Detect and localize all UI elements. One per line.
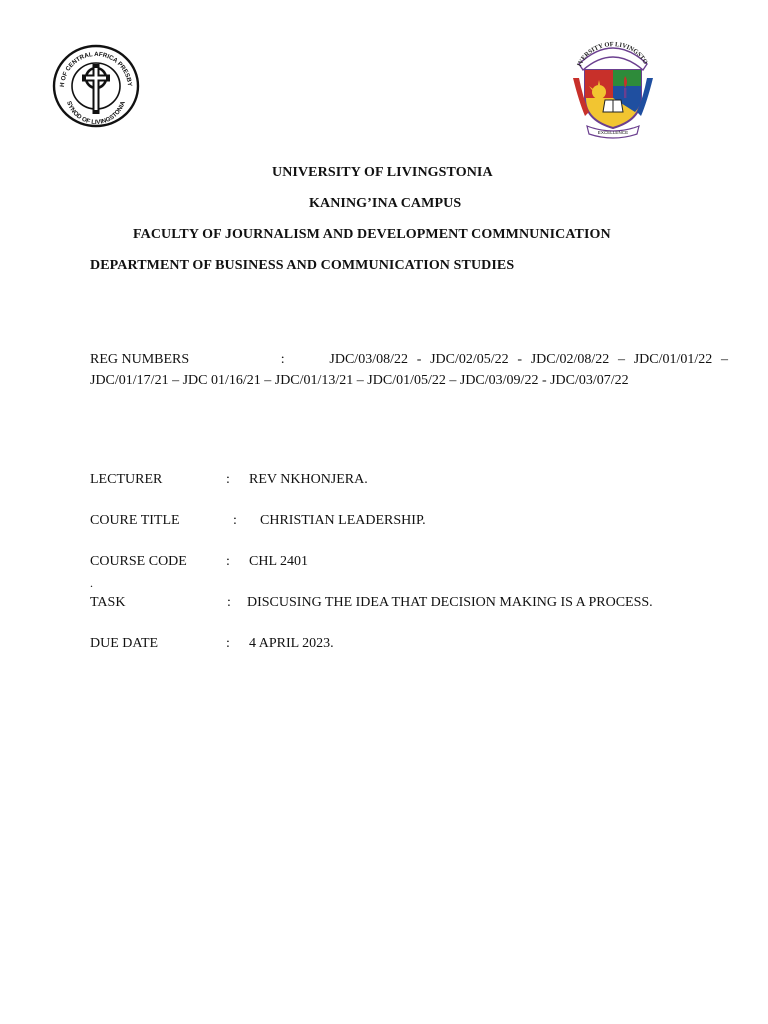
reg-number: JDC/02/05/22 [430,352,509,367]
reg-separator: - [416,352,422,367]
task-value: DISCUSING THE IDEA THAT DECISION MAKING IS A PROCESS. [247,595,653,610]
lecturer-value: REV NKHONJERA. [249,472,368,487]
stray-mark: . [90,576,93,590]
crest-top-text: IVERSITY OF LIVINGSTO [576,41,649,68]
university-crest-logo [565,36,661,140]
reg-number: JDC/02/08/22 [530,352,610,367]
course-title-colon: : [233,513,237,528]
church-seal-icon [52,44,140,128]
due-date-value: 4 APRIL 2023. [249,636,334,651]
reg-numbers-label: REG NUMBERS [90,352,190,367]
task-label: TASK [90,595,126,610]
reg-numbers-colon: : [280,352,285,367]
reg-separator: – [618,352,625,367]
reg-separator: – [720,352,728,367]
due-date-colon: : [226,636,230,651]
course-title-label: COURE TITLE [90,513,180,528]
university-crest-icon [565,36,661,140]
reg-separator: - [517,352,523,367]
seal-bottom-text: SYNOD OF LIVINGSTONIA [65,100,127,127]
reg-number: JDC/03/08/22 [329,352,408,367]
department-name: DEPARTMENT OF BUSINESS AND COMMUNICATION STUDIES [90,258,515,273]
seal-top-text: H OF CENTRAL AFRICA PRESBY [58,50,133,88]
course-title-value: CHRISTIAN LEADERSHIP. [260,513,426,528]
course-code-value: CHL 2401 [249,554,308,569]
crest-motto-text: EXCELLENCE [597,130,629,135]
reg-numbers-line-2: JDC/01/17/21 – JDC 01/16/21 – JDC/01/13/21 – JDC/01/05/22 – JDC/03/09/22 - JDC/03/07/22 [90,373,629,388]
lecturer-colon: : [226,472,230,487]
reg-number: JDC/01/01/22 [633,352,713,367]
course-code-label: COURSE CODE [90,554,187,569]
ccap-seal-logo [52,44,140,128]
reg-numbers-line-1 [90,349,728,370]
course-code-colon: : [226,554,230,569]
lecturer-label: LECTURER [90,472,163,487]
faculty-name: FACULTY OF JOURNALISM AND DEVELOPMENT COMMNUNICATION [133,227,611,242]
task-colon: : [227,595,231,610]
campus-name: KANING’INA CAMPUS [309,196,462,211]
due-date-label: DUE DATE [90,636,159,651]
university-name: UNIVERSITY OF LIVINGSTONIA [272,165,493,180]
reg-numbers-block [90,349,728,391]
